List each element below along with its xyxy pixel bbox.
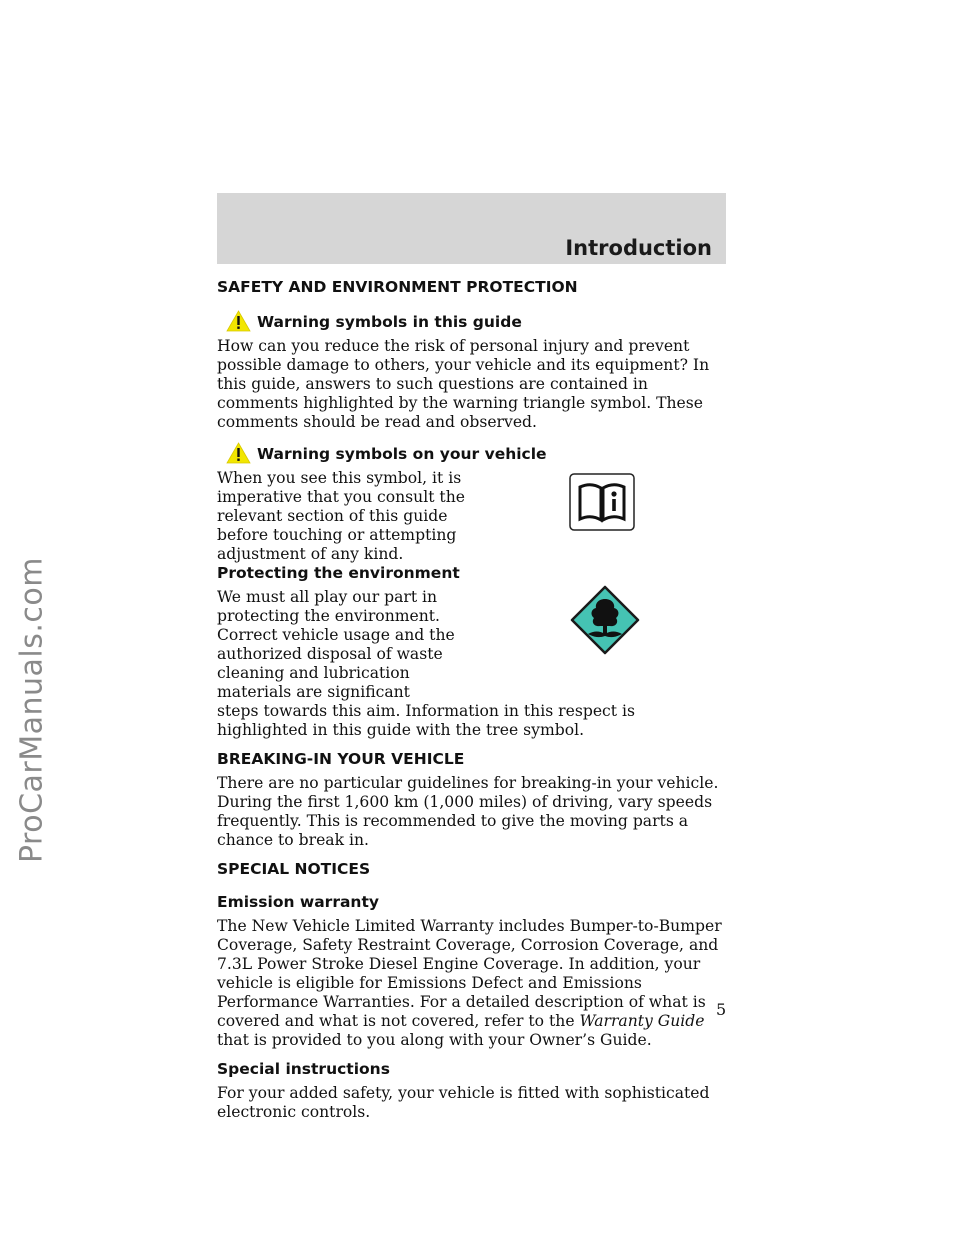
environment-block	[217, 588, 729, 702]
guide-symbols-text: How can you reduce the risk of personal injury and prevent possible damage to others, your vehicle and its equipment? In this guide, answers to such questions are contained in comments highlighted by the warning triangle symbol. These comments should be read and observed.	[217, 337, 710, 431]
environment-text-wrap: We must all play our part in protecting the environment. Correct vehicle usage and the authorized disposal of waste cleaning and lubrication materials are significant	[217, 588, 455, 701]
page-content	[217, 278, 729, 1132]
watermark	[0, 0, 64, 1242]
environment-text-full: steps towards this aim. Information in this respect is highlighted in this guide with the tree symbol.	[217, 702, 636, 739]
vehicle-symbols-row	[217, 442, 729, 464]
section-title: Introduction	[565, 236, 712, 260]
section-header	[217, 193, 726, 264]
special-instructions-text: For your added safety, your vehicle is fitted with sophisticated electronic controls.	[217, 1084, 710, 1121]
warning-triangle-icon	[226, 442, 251, 464]
warranty-guide-ref: Warranty Guide	[579, 1012, 705, 1030]
breaking-in-heading: BREAKING-IN YOUR VEHICLE	[217, 750, 465, 768]
breaking-in-text: There are no particular guidelines for breaking-in your vehicle. During the first 1,600 km (1,000 miles) of driving, vary speeds frequently. This is recommended to give the moving parts a chance to break in.	[217, 774, 719, 849]
warning-triangle-icon	[226, 310, 251, 332]
emission-text-before: The New Vehicle Limited Warranty includes Bumper-to-Bumper Coverage, Safety Restraint Coverage, Corrosion Coverage, and 7.3L Power Stroke Diesel Engine Coverage. In addition, your vehicle is eligible for Emissions Defect and Emissions Performance Warranties. For a detailed description of what is covered and what is not covered, refer to the	[217, 917, 722, 1030]
page-number: 5	[716, 1000, 727, 1019]
owner-manual-icon	[569, 473, 635, 531]
tree-symbol-icon	[570, 585, 640, 655]
emission-warranty-text	[217, 917, 729, 1050]
special-notices-heading: SPECIAL NOTICES	[217, 860, 371, 878]
vehicle-symbols-text: When you see this symbol, it is imperative that you consult the relevant section of this guide before touching or attempting adjustment of any kind.	[217, 469, 465, 563]
safety-heading: SAFETY AND ENVIRONMENT PROTECTION	[217, 278, 578, 296]
vehicle-symbols-title: Warning symbols on your vehicle	[257, 445, 547, 463]
special-instructions-title: Special instructions	[217, 1060, 390, 1078]
guide-symbols-title: Warning symbols in this guide	[257, 313, 522, 331]
vehicle-symbols-block	[217, 469, 729, 564]
emission-text-after: that is provided to you along with your Owner’s Guide.	[217, 1031, 652, 1049]
guide-symbols-row	[217, 310, 729, 332]
environment-title: Protecting the environment	[217, 564, 460, 582]
emission-warranty-title: Emission warranty	[217, 893, 379, 911]
watermark-text: ProCarManuals.com	[14, 556, 50, 864]
